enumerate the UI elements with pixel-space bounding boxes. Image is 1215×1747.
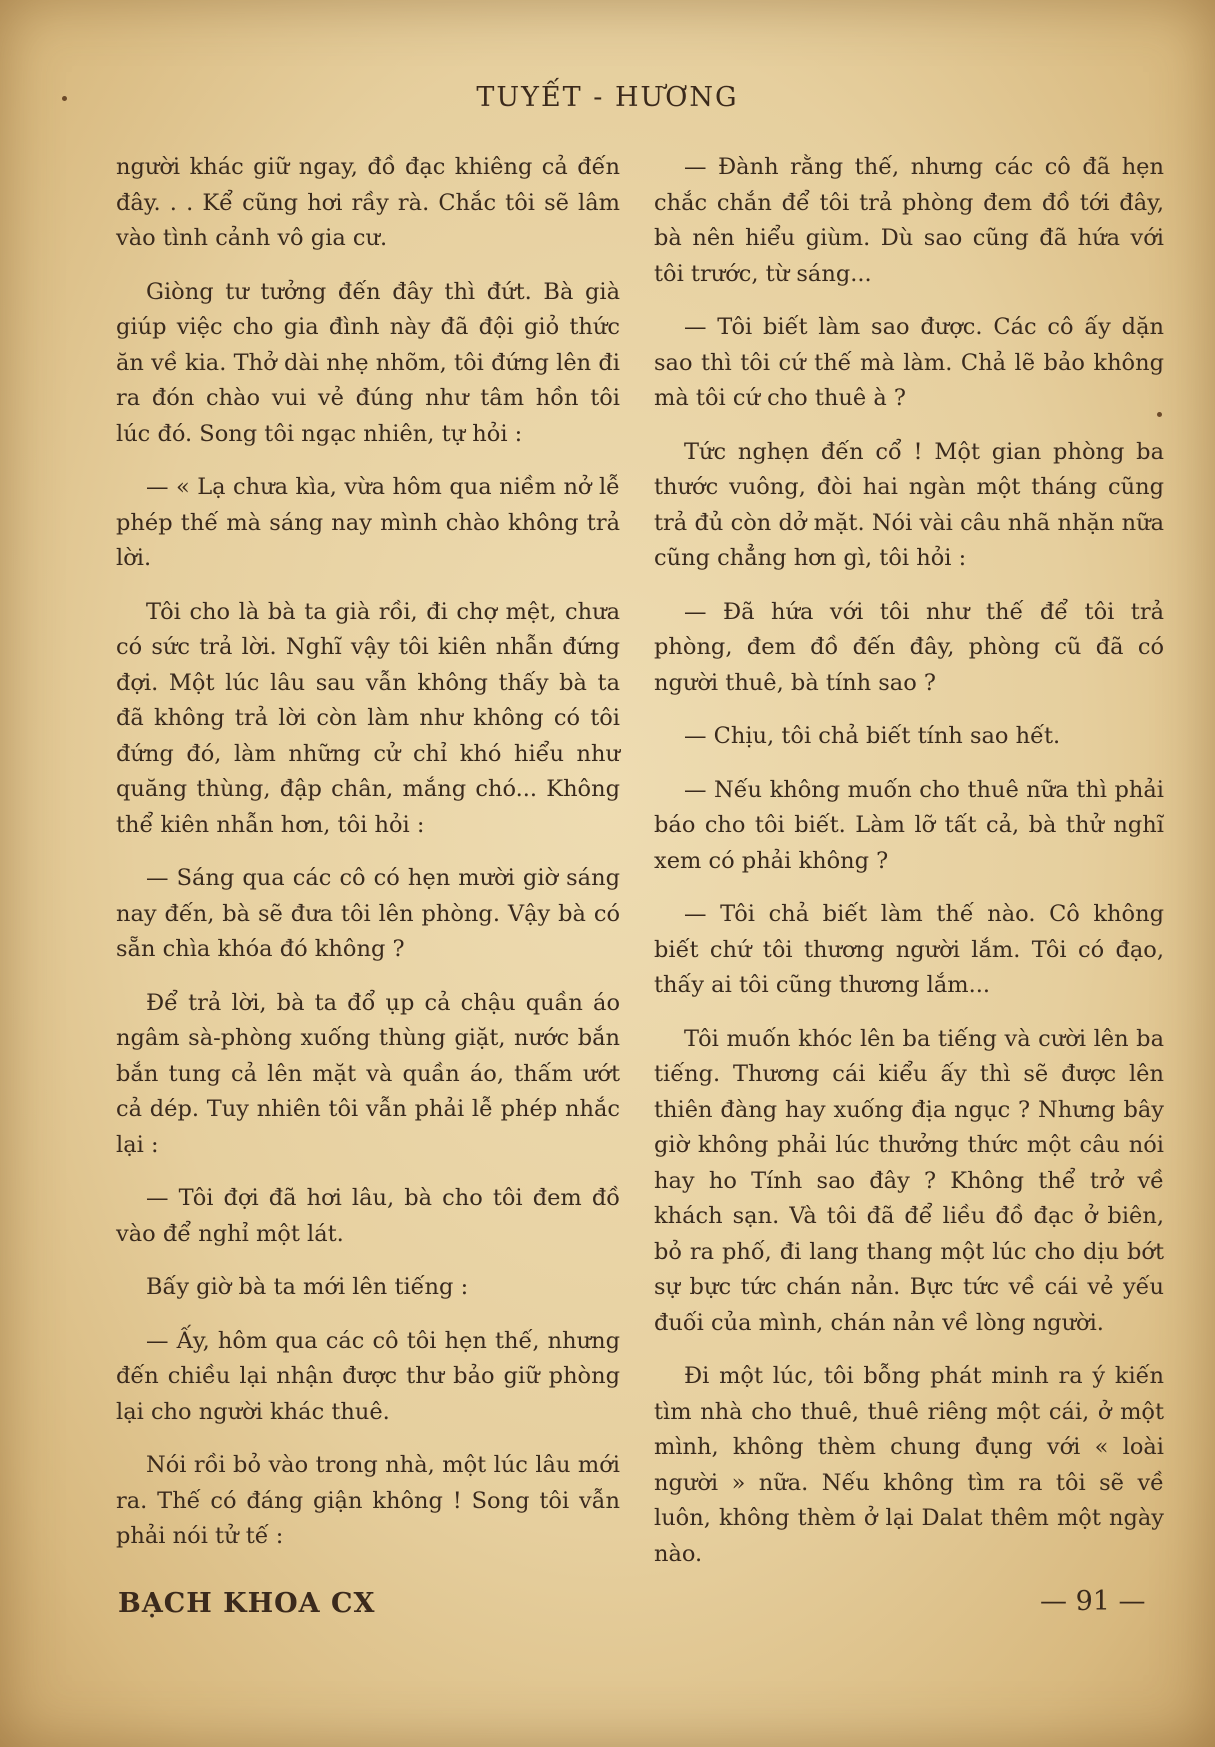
paragraph: Để trả lời, bà ta đổ ụp cả chậu quần áo ngâm sà-phòng xuống thùng giặt, nước bắn bắn tung cả lên mặt và quần áo, thấm ướt cả dép. Tuy nhiên tôi vẫn phải lễ phép nhắc lại : <box>116 989 620 1158</box>
page-number: — 91 — <box>1040 1586 1146 1617</box>
paragraph: — Tôi đợi đã hơi lâu, bà cho tôi đem đồ vào để nghỉ một lát. <box>116 1185 620 1247</box>
paragraph: Tôi muốn khóc lên ba tiếng và cười lên ba tiếng. Thương cái kiểu ấy thì sẽ được lên thiên đàng hay xuống địa ngục ? Nhưng bây giờ không phải lúc thưởng thức một câu nói hay ho Tính sao đây ? Không thể trở về khách sạn. Và tôi đã để liều đồ đạc ở biên, bỏ ra phố, đi lang thang một lúc cho dịu bớt sự bực tức chán nản. Bực tức về cái vẻ yếu đuối của mình, chán nản về lòng người. <box>654 1025 1164 1336</box>
paragraph: Tức nghẹn đến cổ ! Một gian phòng ba thước vuông, đòi hai ngàn một tháng cũng trả đủ còn dở mặt. Nói vài câu nhã nhặn nữa cũng chẳng hơn gì, tôi hỏi : <box>654 438 1164 571</box>
paragraph: — « Lạ chưa kìa, vừa hôm qua niềm nở lễ phép thế mà sáng nay mình chào không trả lời. <box>116 474 620 571</box>
paragraph: — Tôi chả biết làm thế nào. Cô không biết chứ tôi thương người lắm. Tôi có đạo, thấy ai tôi cũng thương lắm... <box>654 901 1164 998</box>
left-text-column <box>116 150 620 1573</box>
paragraph: Bấy giờ bà ta mới lên tiếng : <box>146 1274 469 1300</box>
running-title: TUYẾT - HƯƠNG <box>476 82 739 113</box>
paragraph: Đi một lúc, tôi bỗng phát minh ra ý kiến tìm nhà cho thuê, thuê riêng một cái, ở một mình, không thèm chung đụng với « loài người » nữa. Nếu không tìm ra tôi sẽ về luôn, không thèm ở lại Dalat thêm một ngày nào. <box>654 1363 1164 1567</box>
paragraph: — Chịu, tôi chả biết tính sao hết. <box>684 723 1061 749</box>
paragraph: — Nếu không muốn cho thuê nữa thì phải báo cho tôi biết. Làm lỡ tất cả, bà thử nghĩ xem có phải không ? <box>654 776 1164 874</box>
right-text-column <box>654 150 1164 1590</box>
paragraph: Nói rồi bỏ vào trong nhà, một lúc lâu mới ra. Thế có đáng giận không ! Song tôi vẫn phải nói tử tế : <box>116 1452 620 1549</box>
paragraph: Giòng tư tưởng đến đây thì đứt. Bà già giúp việc cho gia đình này đã đội giỏ thức ăn về kia. Thở dài nhẹ nhõm, tôi đứng lên đi ra đón chào vui vẻ đúng như tâm hồn tôi lúc đó. Song tôi ngạc nhiên, tự hỏi : <box>116 278 620 447</box>
paragraph: người khác giữ ngay, đồ đạc khiêng cả đến đây. . . Kể cũng hơi rầy rà. Chắc tôi sẽ lâm vào tình cảnh vô gia cư. <box>116 154 620 251</box>
paragraph: — Đành rằng thế, nhưng các cô đã hẹn chắc chắn để tôi trả phòng đem đồ tới đây, bà nên hiểu giùm. Dù sao cũng đã hứa với tôi trước, từ sáng... <box>654 154 1164 287</box>
paragraph: — Ấy, hôm qua các cô tôi hẹn thế, nhưng đến chiều lại nhận được thư bảo giữ phòng lại cho người khác thuê. <box>116 1327 620 1425</box>
paragraph: Tôi cho là bà ta già rồi, đi chợ mệt, chưa có sức trả lời. Nghĩ vậy tôi kiên nhẫn đứng đợi. Một lúc lâu sau vẫn không thấy bà ta đã không trả lời còn làm như không có tôi đứng đó, làm những cử chỉ khó hiểu như quăng thùng, đập chân, mắng chó... Không thể kiên nhẫn hơn, tôi hỏi : <box>116 598 620 838</box>
paragraph: — Đã hứa với tôi như thế để tôi trả phòng, đem đồ đến đây, phòng cũ đã có người thuê, bà tính sao ? <box>654 598 1164 696</box>
paragraph: — Sáng qua các cô có hẹn mười giờ sáng nay đến, bà sẽ đưa tôi lên phòng. Vậy bà có sẵn chìa khóa đó không ? <box>116 865 620 962</box>
publication-name: BẠCH KHOA CX <box>118 1588 376 1619</box>
paragraph: — Tôi biết làm sao được. Các cô ấy dặn sao thì tôi cứ thế mà làm. Chả lẽ bảo không mà tôi cứ cho thuê à ? <box>654 314 1164 411</box>
